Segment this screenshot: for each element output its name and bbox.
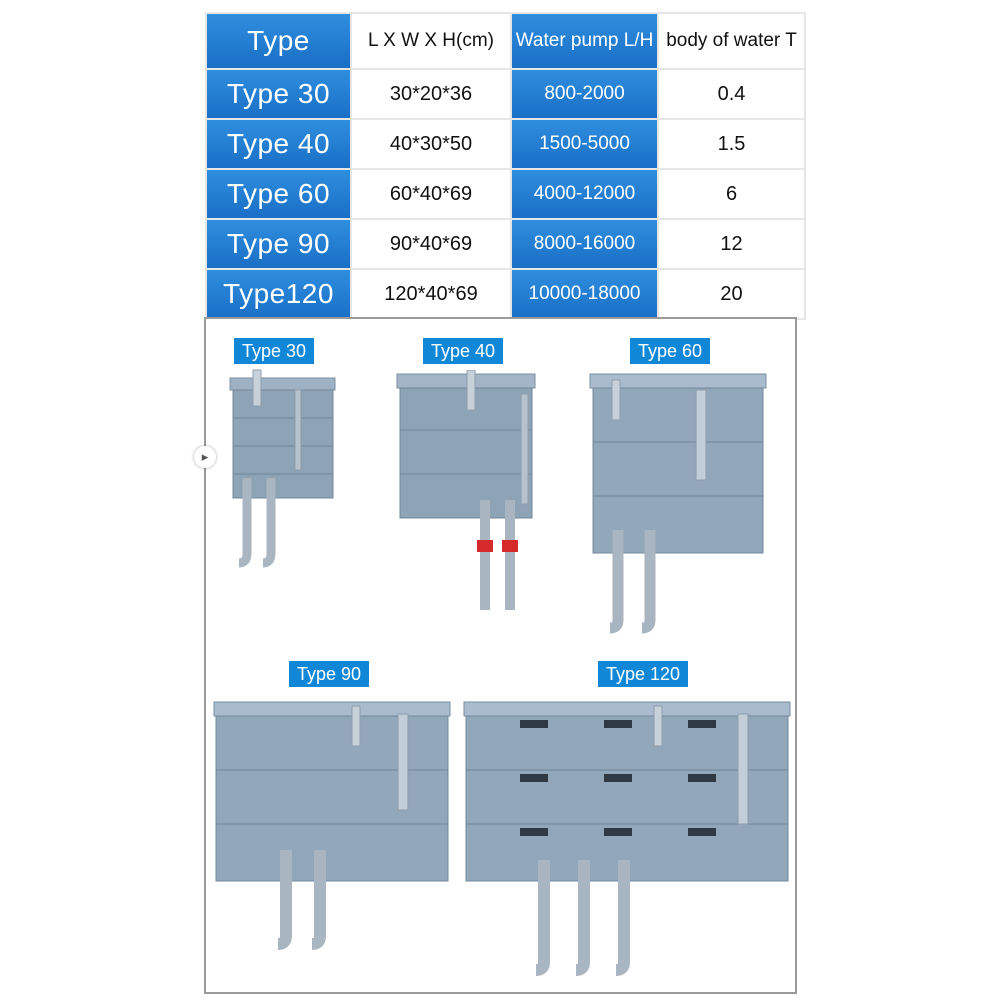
row-pump: 1500-5000 — [511, 119, 658, 169]
row-type: Type 40 — [206, 119, 351, 169]
spec-table — [205, 12, 806, 320]
row-body: 1.5 — [658, 119, 805, 169]
table-row — [206, 169, 805, 219]
filter-tank-type90 — [212, 700, 452, 950]
table-row — [206, 69, 805, 119]
header-type: Type — [206, 13, 351, 69]
header-body: body of water T — [658, 13, 805, 69]
row-type: Type 60 — [206, 169, 351, 219]
row-type: Type120 — [206, 269, 351, 319]
row-body: 6 — [658, 169, 805, 219]
row-type: Type 90 — [206, 219, 351, 269]
product-label-type30: Type 30 — [234, 338, 314, 364]
table-row — [206, 219, 805, 269]
row-pump: 4000-12000 — [511, 169, 658, 219]
row-pump: 8000-16000 — [511, 219, 658, 269]
filter-tank-type60 — [588, 370, 768, 635]
product-label-type40: Type 40 — [423, 338, 503, 364]
row-size: 90*40*69 — [351, 219, 511, 269]
row-body: 12 — [658, 219, 805, 269]
row-body: 20 — [658, 269, 805, 319]
filter-tank-type40 — [395, 370, 540, 620]
product-label-type60: Type 60 — [630, 338, 710, 364]
row-pump: 800-2000 — [511, 69, 658, 119]
row-size: 40*30*50 — [351, 119, 511, 169]
header-pump: Water pump L/H — [511, 13, 658, 69]
row-size: 120*40*69 — [351, 269, 511, 319]
row-pump: 10000-18000 — [511, 269, 658, 319]
row-body: 0.4 — [658, 69, 805, 119]
filter-tank-type30 — [225, 368, 340, 568]
row-size: 30*20*36 — [351, 69, 511, 119]
chevron-right-icon[interactable]: ▸ — [194, 446, 216, 468]
table-row — [206, 269, 805, 319]
filter-tank-type120 — [462, 700, 792, 980]
product-label-type90: Type 90 — [289, 661, 369, 687]
header-size: L X W X H(cm) — [351, 13, 511, 69]
row-size: 60*40*69 — [351, 169, 511, 219]
product-label-type120: Type 120 — [598, 661, 688, 687]
spec-header-row — [206, 13, 805, 69]
row-type: Type 30 — [206, 69, 351, 119]
table-row — [206, 119, 805, 169]
